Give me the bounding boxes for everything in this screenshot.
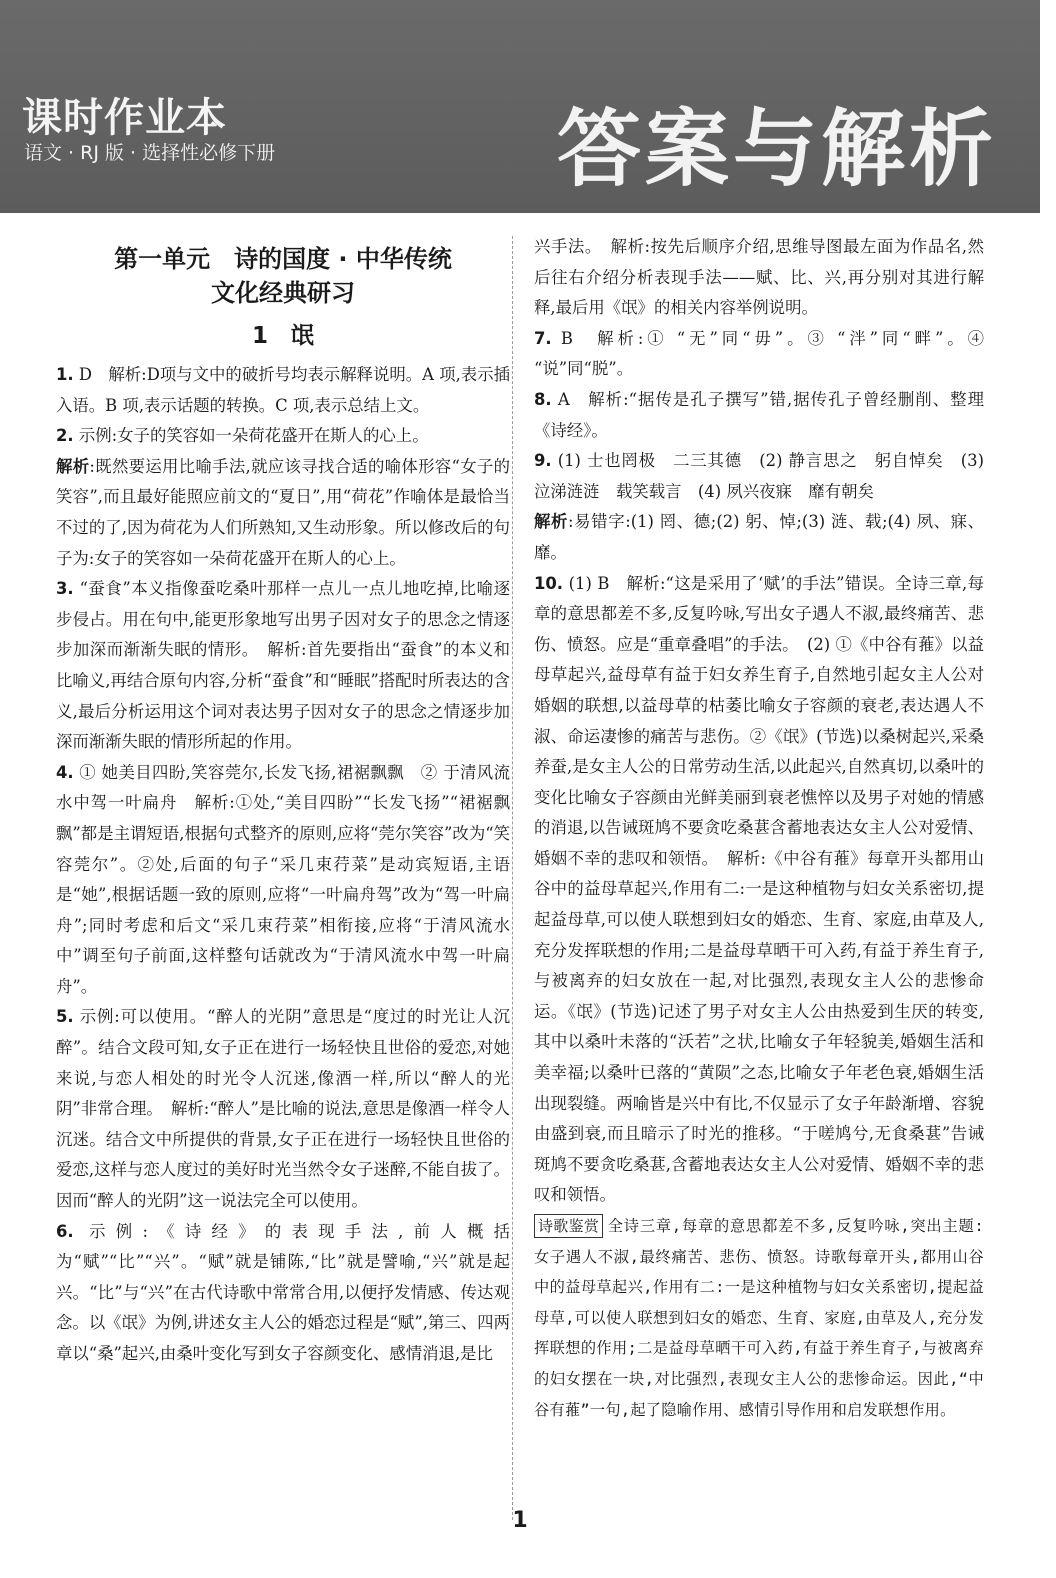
appreciation-tag: 诗歌鉴赏 — [534, 1214, 603, 1238]
analysis-label: 解析 — [534, 512, 569, 532]
answer-item — [56, 1217, 510, 1370]
cover-header — [0, 0, 1040, 213]
answer-item — [56, 758, 510, 1003]
section-title: 答案与解析 — [557, 99, 998, 198]
answer-number: 5. — [56, 1007, 74, 1027]
answer-item — [56, 421, 510, 452]
answer-number: 10. — [534, 573, 564, 593]
page-number: 1 — [512, 1508, 528, 1533]
answer-number: 3. — [56, 579, 74, 599]
unit-title — [56, 242, 510, 310]
answer-text: (1) B 解析:“这是采用了‘赋’的手法”错误。全诗三章,每章的意思都差不多,反复吟咏,写出女子遇人不淑,最终痛苦、悲伤、愤怒。应是“重章叠唱”的手法。 (2) ①《中谷有蓷》以益母草起兴,益母草有益于妇女养生育子,自然地引起女主人公对婚姻的联想,以益母草的枯萎比喻女子容颜的衰老,表达遇人不淑、命运凄惨的痛苦与悲伤。②《氓》(节选)以桑树起兴,采桑养蚕,是女主人公的日常劳动生活,以此起兴,自然真切,以桑叶的变化比喻女子容颜由光鲜美丽到衰老憔悴以及男子对她的情感的消退,以告诫斑鸠不要贪吃桑葚含蓄地表达女主人公对爱情、婚姻不幸的悲叹和领悟。 解析:《中谷有蓷》每章开头都用山谷中的益母草起兴,作用有二:一是这种植物与妇女关系密切,提起益母草,可以使人联想到妇女的婚恋、生育、家庭,由草及人,充分发挥联想的作用;二是益母草晒干可入药,有益于养生育子,与被离弃的妇女放在一起,对比强烈,表现女主人公的悲惨命运。《氓》(节选)记述了男子对女主人公由热爱到生厌的转变,其中以桑叶未落的“沃若”之状,比喻女子年轻貌美,婚姻生活和美幸福;以桑叶已落的“黄陨”之态,比喻女子年老色衰,婚姻生活出现裂缝。两喻皆是兴中有比,不仅显示了女子年龄渐增、容貌由盛到衰,而且暗示了时光的推移。“于嗟鸠兮,无食桑葚”告诫斑鸠不要贪吃桑葚,含蓄地表达女主人公对爱情、婚姻不幸的悲叹和领悟。 — [534, 573, 984, 1205]
answer-item — [56, 574, 510, 758]
answer-text: :易错字:(1) 罔、德;(2) 躬、悼;(3) 涟、载;(4) 夙、寐、靡。 — [534, 512, 985, 562]
answer-text: B 解析:① “无”同“毋”。③ “泮”同“畔”。④ “说”同“脱”。 — [534, 328, 984, 379]
answer-item — [534, 446, 984, 507]
answer-item — [534, 232, 984, 324]
answer-text: “蚕食”本义指像蚕吃桑叶那样一点儿一点儿地吃掉,比喻逐步侵占。用在句中,能更形象地写出男子因对女子的思念之情逐步加深而渐渐失眠的情形。 解析:首先要指出“蚕食”的本义和比喻义,再结合原句内容,分析“蚕食”和“睡眠”搭配时所表达的含义,最后分析运用这个词对表达男子因对女子的思念之情逐步加深而渐渐失眠的情形所起的作用。 — [56, 579, 510, 752]
brand-title: 课时作业本 — [22, 95, 227, 141]
column-divider — [512, 236, 513, 1520]
answer-item — [534, 507, 984, 568]
answer-number: 2. — [56, 426, 74, 446]
answer-text: 示例:可以使用。“醉人的光阴”意思是“度过的时光让人沉醉”。结合文段可知,女子正在进行一场轻快且世俗的爱恋,对她来说,与恋人相处的时光令人沉迷,像酒一样,所以“醉人的光阴”非常合理。 解析:“醉人”是比喻的说法,意思是像酒一样令人沉迷。结合文中所提供的背景,女子正在进行一场轻快且世俗的爱恋,这样与恋人度过的美好时光当然令女子迷醉,不能自拔了。因而“醉人的光阴”这一说法完全可以使用。 — [56, 1007, 510, 1211]
answer-number: 8. — [534, 389, 552, 409]
answer-text: 示例:《诗经》的表现手法,前人概括为“赋”“比”“兴”。“赋”就是铺陈,“比”就是譬喻,“兴”就是起兴。“比”与“兴”在古代诗歌中常常合用,以便抒发情感、传达观念。以《氓》为例,讲述女主人公的婚恋过程是“赋”,第三、四两章以“桑”起兴,由桑叶变化写到女子容颜变化、感情消退,是比 — [56, 1221, 510, 1363]
left-column — [56, 232, 510, 1370]
answer-number: 6. — [56, 1221, 74, 1241]
answer-item — [534, 324, 984, 385]
answer-number: 1. — [56, 365, 74, 384]
answer-item — [534, 385, 984, 446]
answer-text: 兴手法。 解析:按先后顺序介绍,思维导图最左面为作品名,然后往右介绍分析表现手法——赋、比、兴,再分别对其进行解释,最后用《氓》的相关内容举例说明。 — [534, 237, 984, 318]
answer-item — [56, 1002, 510, 1216]
analysis-label: 解析 — [56, 456, 90, 476]
answer-text: ① 她美目四盼,笑容莞尔,长发飞扬,裙裾飘飘 ② 于清风流水中驾一叶扁舟 解析:①处,“美目四盼”“长发飞扬”“裙裾飘飘”都是主谓短语,根据句式整齐的原则,应将“莞尔笑容”改为“笑容莞尔”。②处,后面的句子“采几束荇菜”是动宾短语,主语是“她”,根据话题一致的原则,应将“一叶扁舟驾”改为“驾一叶扁舟”;同时考虑和后文“采几束荇菜”相衔接,应将“于清风流水中”调至句子前面,这样整句话就改为“于清风流水中驾一叶扁舟”。 — [56, 762, 510, 996]
answer-text: D 解析:D项与文中的破折号均表示解释说明。A 项,表示插入语。B 项,表示话题的转换。C 项,表示总结上文。 — [56, 365, 510, 415]
appreciation-text: 全诗三章,每章的意思都差不多,反复吟咏,突出主题:女子遇人不淑,最终痛苦、悲伤、愤怒。诗歌每章开头,都用山谷中的益母草起兴,作用有二:一是这种植物与妇女关系密切,提起益母草,可以使人联想到妇女的婚恋、生育、家庭,由草及人,充分发挥联想的作用;二是益母草晒干可入药,有益于养生育子,与被离弃的妇女摆在一块,对比强烈,表现女主人公的悲惨命运。因此,“中谷有蓷”一句,起了隐喻作用、感情引导作用和启发联想作用。 — [534, 1217, 984, 1419]
answer-number: 7. — [534, 328, 552, 348]
right-column — [534, 232, 984, 1425]
lesson-title: 1 氓 — [251, 323, 314, 349]
unit-title-line1: 第一单元 诗的国度 · 中华传统 — [114, 245, 452, 273]
answer-item — [534, 569, 984, 1211]
answer-text: A 解析:“据传是孔子撰写”错,据传孔子曾经删削、整理《诗经》。 — [534, 389, 984, 440]
answer-item — [56, 360, 510, 421]
answer-text: (1) 士也罔极 二三其德 (2) 静言思之 躬自悼矣 (3) 泣涕涟涟 载笑载言 (4) 夙兴夜寐 靡有朝矣 — [534, 451, 984, 501]
answer-text: 示例:女子的笑容如一朵荷花盛开在斯人的心上。 — [78, 426, 429, 446]
edition-subtitle: 语文 · RJ 版 · 选择性必修下册 — [24, 142, 276, 164]
poetry-appreciation — [534, 1211, 984, 1425]
answer-number: 9. — [534, 451, 552, 471]
answer-number: 4. — [56, 762, 74, 782]
unit-title-line2: 文化经典研习 — [211, 279, 355, 307]
answer-text: :既然要运用比喻手法,就应该寻找合适的喻体形容“女子的笑容”,而且最好能照应前文的“夏日”,用“荷花”作喻体是最恰当不过的了,因为荷花为人们所熟知,又生动形象。所以修改后的句子为:女子的笑容如一朵荷花盛开在斯人的心上。 — [56, 456, 510, 568]
answer-item — [56, 452, 510, 574]
